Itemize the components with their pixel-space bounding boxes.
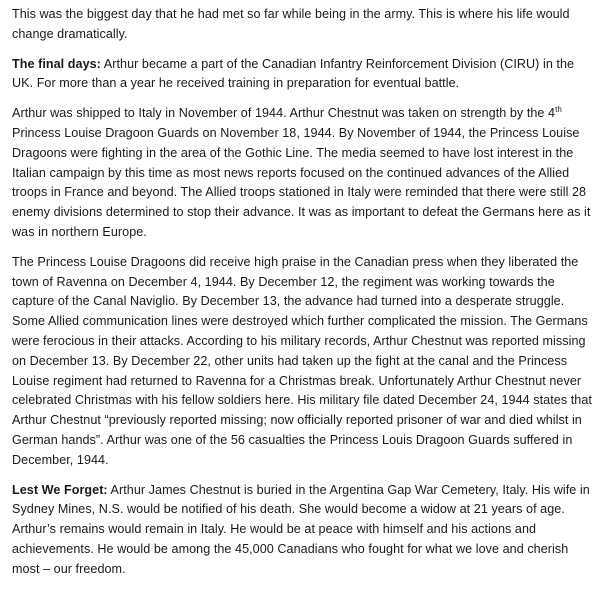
lest-we-forget-heading: Lest We Forget:: [12, 482, 108, 497]
ravenna-text: The Princess Louise Dragoons did receive high praise in the Canadian press when they liberated the town of Ravenna on December 4, 1944. By December 12, the regiment was working towards the capture of the Canal Naviglio. By December 13, the advance had turned into a desperate struggle. Some Allied communication lines were destroyed which further complicated the mission. The Germans were ferocious in their attacks. According to his military records, Arthur Chestnut was reported missing on December 13. By December 22, other units had taken up the fight at the canal and the Princess Louise regiment had returned to Ravenna for a Christmas break. Unfortunately Arthur Chestnut never celebrated Christmas with his fellow soldiers here. His military file dated December 24, 1944 states that Arthur Chestnut “previously reported missing; now officially reported prisoner of war and died whilst in German hands”. Arthur was one of the 56 casualties the Princess Louis Dragoon Guards suffered in December, 1944.: [12, 254, 592, 467]
paragraph-italy: [12, 104, 594, 243]
italy-text-part1: Arthur was shipped to Italy in November of 1944. Arthur Chestnut was taken on strength by the 4: [12, 106, 556, 121]
final-days-text: Arthur became a part of the Canadian Infantry Reinforcement Division (CIRU) in the UK. For more than a year he received training in preparation for eventual battle.: [12, 56, 575, 91]
italy-text-part2: Princess Louise Dragoon Guards on November 18, 1944. By November of 1944, the Princess Louise Dragoons were fighting in the area of the Gothic Line. The media seemed to have lost interest in the Italian campaign by this time as most news reports focused on the continued advances of the Allied troops in France and beyond. The Allied troops stationed in Italy were reminded that there were still 28 enemy divisions determined to stop their advance. It was as important to defeat the Germans here as it was in northern Europe.: [12, 125, 591, 239]
paragraph-intro: [12, 5, 594, 45]
final-days-heading: The final days:: [12, 56, 101, 71]
paragraph-final-days: [12, 55, 594, 95]
paragraph-ravenna: [12, 253, 594, 471]
paragraph-intro-text: This was the biggest day that he had met so far while being in the army. This is where his life would change dramatically.: [12, 7, 570, 41]
paragraph-lest-we-forget: [12, 481, 594, 580]
document-page: [12, 5, 594, 590]
lest-we-forget-text: Arthur James Chestnut is buried in the Argentina Gap War Cemetery, Italy. His wife in Sydney Mines, N.S. would be notified of his death. She would become a widow at 21 years of age. Arthur’s remains would remain in Italy. He would be at peace with himself and his actions and achievements. He would be among the 45,000 Canadians who fought for what we love and cherish most – our freedom.: [12, 482, 590, 576]
ordinal-superscript: th: [555, 105, 562, 114]
